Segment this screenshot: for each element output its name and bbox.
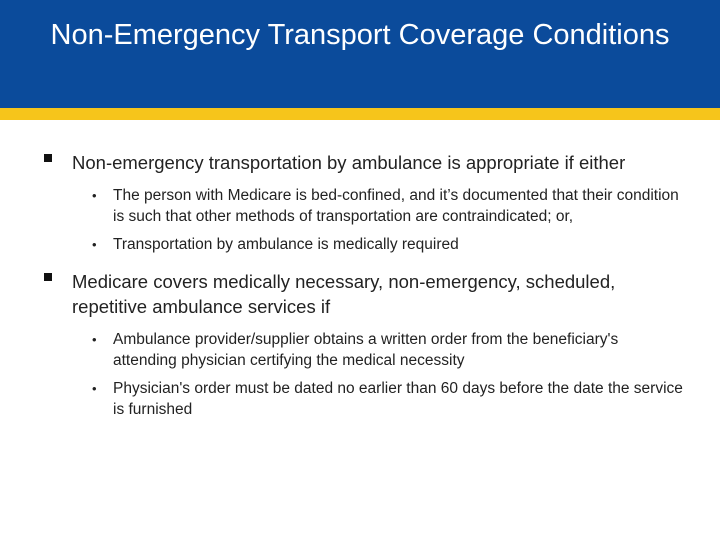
sub-bullet-item-2-1-text: Ambulance provider/supplier obtains a written order from the beneficiary's attending physician certifying the medical necessity	[113, 331, 619, 369]
bullet-item-2	[44, 269, 684, 319]
sub-bullet-list-2	[44, 329, 684, 420]
dot-bullet-icon: •	[92, 237, 97, 252]
bullet-group-2	[44, 269, 684, 420]
sub-bullet-item-2-1	[92, 329, 684, 371]
slide-title: Non-Emergency Transport Coverage Conditions	[50, 19, 670, 51]
dot-bullet-icon: •	[92, 188, 97, 203]
sub-bullet-item-1-1-text: The person with Medicare is bed-confined, and it’s documented that their condition is such that other methods of transportation are contraindicated; or,	[113, 187, 679, 225]
bullet-item-1-text: Non-emergency transportation by ambulance is appropriate if either	[72, 152, 626, 173]
square-bullet-icon	[44, 154, 52, 162]
dot-bullet-icon: •	[92, 332, 97, 347]
bullet-group-1	[44, 150, 684, 255]
sub-bullet-item-2-2	[92, 378, 684, 420]
bullet-item-1	[44, 150, 684, 175]
square-bullet-icon	[44, 273, 52, 281]
sub-bullet-item-1-2-text: Transportation by ambulance is medically required	[113, 236, 459, 253]
slide-body	[44, 150, 684, 427]
slide-header	[0, 0, 720, 108]
sub-bullet-item-2-2-text: Physician's order must be dated no earlier than 60 days before the date the service is furnished	[113, 380, 683, 418]
sub-bullet-list-1	[44, 185, 684, 255]
sub-bullet-item-1-1	[92, 185, 684, 227]
sub-bullet-item-1-2	[92, 234, 684, 255]
header-gold-rule	[0, 108, 720, 120]
dot-bullet-icon: •	[92, 381, 97, 396]
bullet-item-2-text: Medicare covers medically necessary, non-emergency, scheduled, repetitive ambulance services if	[72, 271, 616, 317]
